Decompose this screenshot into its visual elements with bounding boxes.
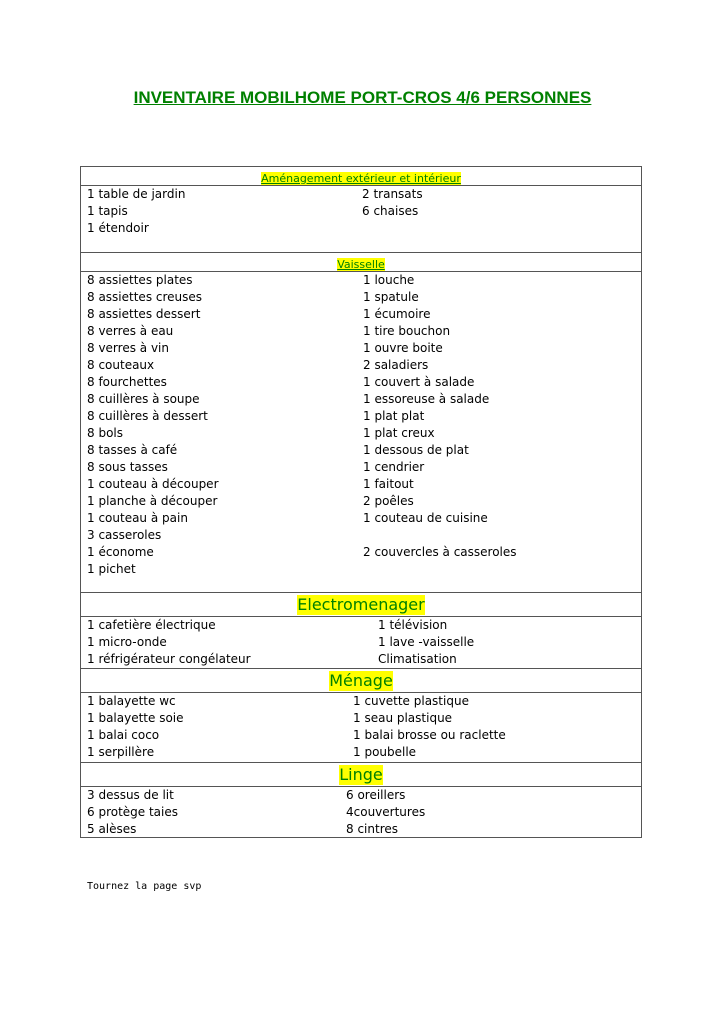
- inventory-row: [81, 340, 641, 357]
- section-heading-text: Electromenager: [297, 595, 425, 614]
- inventory-row: [81, 374, 641, 391]
- item-left: 8 fourchettes: [87, 375, 167, 389]
- item-right: 1 ouvre boite: [363, 341, 443, 355]
- item-left: 8 assiettes plates: [87, 273, 193, 287]
- item-left: 8 assiettes creuses: [87, 290, 203, 304]
- inventory-row: [81, 476, 641, 493]
- item-right: 8 cintres: [346, 822, 398, 836]
- item-list: [81, 186, 641, 237]
- item-right: 1 cuvette plastique: [353, 694, 469, 708]
- item-left: 1 réfrigérateur congélateur: [87, 652, 251, 666]
- item-left: 8 verres à vin: [87, 341, 169, 355]
- inventory-row: [81, 289, 641, 306]
- item-left: 6 protège taies: [87, 805, 179, 819]
- inventory-row: [81, 804, 641, 821]
- item-right: 1 télévision: [378, 618, 448, 632]
- inventory-row: [81, 425, 641, 442]
- item-right: 6 chaises: [362, 204, 419, 218]
- footer-note: Tournez la page svp: [87, 881, 202, 892]
- item-right: 1 faitout: [363, 477, 414, 491]
- inventory-row: [81, 306, 641, 323]
- inventory-row: [81, 821, 641, 838]
- item-list: [81, 693, 641, 761]
- item-left: 8 assiettes dessert: [87, 307, 201, 321]
- item-right: 1 écumoire: [363, 307, 431, 321]
- item-right: 1 couteau de cuisine: [363, 511, 488, 525]
- item-right: 2 transats: [362, 187, 423, 201]
- item-right: 2 couvercles à casseroles: [363, 545, 517, 559]
- inventory-row: [81, 561, 641, 578]
- item-left: 1 pichet: [87, 562, 136, 576]
- item-right: 1 essoreuse à salade: [363, 392, 490, 406]
- item-left: 1 couteau à pain: [87, 511, 188, 525]
- inventory-row: [81, 203, 641, 220]
- section-electromenager: [80, 592, 642, 669]
- item-right: 1 plat creux: [363, 426, 435, 440]
- item-right: 1 balai brosse ou raclette: [353, 728, 506, 742]
- section-heading: [81, 253, 641, 272]
- section-vaisselle: [80, 252, 642, 593]
- section-heading: [81, 669, 641, 693]
- item-right: 1 seau plastique: [353, 711, 453, 725]
- item-list: [81, 787, 641, 838]
- inventory-row: [81, 727, 641, 744]
- section-amenagement: [80, 166, 642, 253]
- item-left: 3 dessus de lit: [87, 788, 174, 802]
- section-heading-text: Linge: [339, 765, 383, 784]
- inventory-row: [81, 617, 641, 634]
- item-right: 1 cendrier: [363, 460, 425, 474]
- inventory-row: [81, 442, 641, 459]
- item-left: 1 serpillère: [87, 745, 155, 759]
- item-left: 1 micro-onde: [87, 635, 167, 649]
- inventory-row: [81, 459, 641, 476]
- item-right: 6 oreillers: [346, 788, 406, 802]
- item-right: 1 plat plat: [363, 409, 425, 423]
- inventory-row: [81, 634, 641, 651]
- item-list: [81, 272, 641, 578]
- inventory-row: [81, 408, 641, 425]
- section-heading-text: Aménagement extérieur et intérieur: [261, 172, 461, 185]
- item-right: 1 spatule: [363, 290, 419, 304]
- item-left: 1 couteau à découper: [87, 477, 219, 491]
- section-heading: [81, 167, 641, 186]
- item-right: 1 tire bouchon: [363, 324, 451, 338]
- item-left: 1 balai coco: [87, 728, 160, 742]
- item-right: 2 saladiers: [363, 358, 429, 372]
- section-heading: [81, 763, 641, 787]
- item-right: 1 couvert à salade: [363, 375, 475, 389]
- item-right: 1 louche: [363, 273, 415, 287]
- inventory-row: [81, 710, 641, 727]
- inventory-row: [81, 744, 641, 761]
- item-right: 2 poêles: [363, 494, 414, 508]
- inventory-row: [81, 510, 641, 527]
- section-linge: [80, 762, 642, 838]
- item-left: 1 balayette soie: [87, 711, 184, 725]
- inventory-row: [81, 693, 641, 710]
- item-left: 3 casseroles: [87, 528, 162, 542]
- item-left: 8 sous tasses: [87, 460, 168, 474]
- item-right: 1 poubelle: [353, 745, 417, 759]
- item-left: 8 cuillères à soupe: [87, 392, 200, 406]
- item-right: 4couvertures: [346, 805, 426, 819]
- item-left: 8 tasses à café: [87, 443, 178, 457]
- item-left: 8 bols: [87, 426, 123, 440]
- section-heading: [81, 593, 641, 617]
- inventory-row: [81, 527, 641, 544]
- item-right: 1 lave -vaisselle: [378, 635, 475, 649]
- item-left: 5 alèses: [87, 822, 137, 836]
- inventory-row: [81, 544, 641, 561]
- inventory-row: [81, 220, 641, 237]
- section-heading-text: Ménage: [329, 671, 393, 690]
- inventory-row: [81, 787, 641, 804]
- inventory-row: [81, 357, 641, 374]
- page-title: INVENTAIRE MOBILHOME PORT-CROS 4/6 PERSONNES: [133, 88, 592, 107]
- item-right: Climatisation: [378, 652, 457, 666]
- item-left: 1 table de jardin: [87, 187, 186, 201]
- item-left: 1 étendoir: [87, 221, 149, 235]
- item-left: 8 couteaux: [87, 358, 155, 372]
- inventory-row: [81, 272, 641, 289]
- item-left: 1 planche à découper: [87, 494, 218, 508]
- item-left: 8 verres à eau: [87, 324, 174, 338]
- section-heading-text: Vaisselle: [337, 258, 385, 271]
- item-left: 1 économe: [87, 545, 154, 559]
- item-right: 1 dessous de plat: [363, 443, 469, 457]
- item-left: 8 cuillères à dessert: [87, 409, 208, 423]
- item-left: 1 balayette wc: [87, 694, 176, 708]
- item-left: 1 tapis: [87, 204, 128, 218]
- section-menage: [80, 668, 642, 763]
- inventory-row: [81, 186, 641, 203]
- inventory-row: [81, 651, 641, 668]
- item-left: 1 cafetière électrique: [87, 618, 216, 632]
- item-list: [81, 617, 641, 668]
- inventory-row: [81, 391, 641, 408]
- inventory-row: [81, 323, 641, 340]
- inventory-row: [81, 493, 641, 510]
